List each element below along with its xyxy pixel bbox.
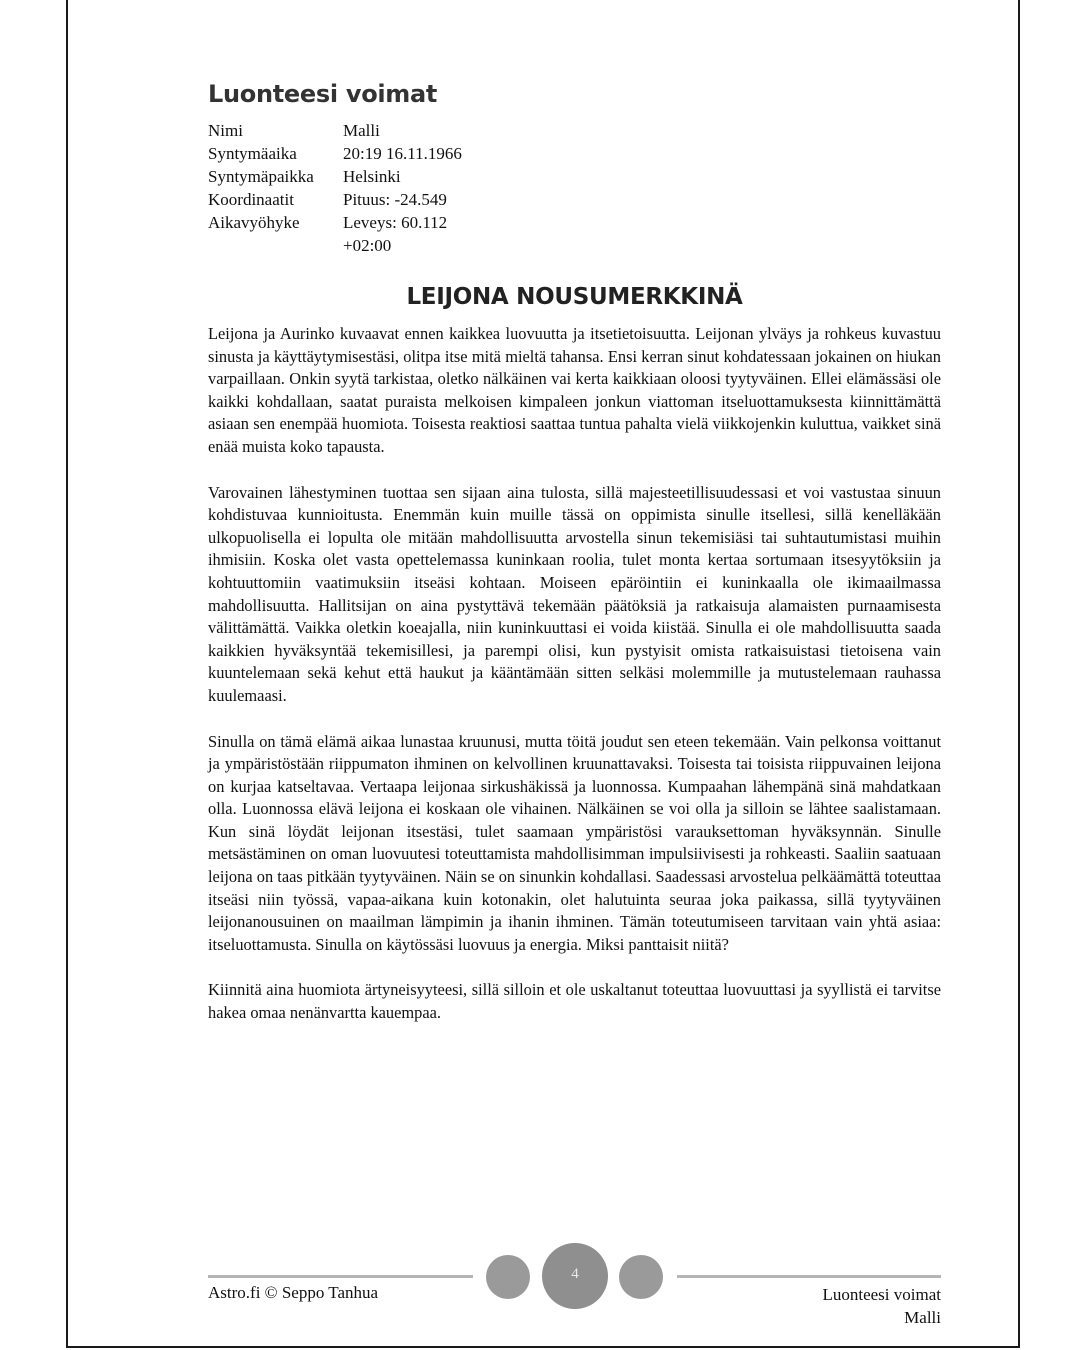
footer-copyright: Astro.fi © Seppo Tanhua bbox=[208, 1283, 379, 1302]
info-value: Pituus: -24.549 bbox=[343, 190, 447, 209]
info-row-name bbox=[208, 119, 462, 142]
footer-circle-right bbox=[619, 1255, 663, 1299]
info-value: Leveys: 60.112 bbox=[343, 213, 448, 232]
info-value: +02:00 bbox=[343, 236, 392, 255]
info-label: Syntymäpaikka bbox=[208, 167, 314, 186]
info-label: Syntymäaika bbox=[208, 144, 297, 163]
info-value: 20:19 16.11.1966 bbox=[343, 144, 462, 163]
info-row-offset bbox=[208, 234, 462, 257]
info-value: Malli bbox=[343, 121, 380, 140]
info-row-birthplace bbox=[208, 165, 462, 188]
page-number: 4 bbox=[571, 1266, 579, 1282]
footer-circle-left bbox=[486, 1255, 530, 1299]
paragraph: Leijona ja Aurinko kuvaavat ennen kaikkea luovuutta ja itsetietoisuutta. Leijonan ylväys ja rohkeus kuvastuu sinusta ja käyttäytymisestäsi, olitpa itse mitä mieltä tahansa. Ensi kerran sinut kohdatessaan jokainen on hiukan varpaillaan. Onkin syytä tarkistaa, oletko nälkäinen vai kerta kaikkiaan oloosi tyytyväinen. Ellei elämässäsi ole kaikki kohdallaan, saatat puraista melkoisen kimpaleen jonkun viattoman itseluottamuksesta kiinnittämättä asiaan sen enempää huomiota. Toisesta reaktiosi saattaa tuntua pahalta vielä viikkojenkin kuluttua, vaikket sinä enää muista koko tapausta. bbox=[208, 324, 941, 456]
paragraph: Sinulla on tämä elämä aikaa lunastaa kruunusi, mutta töitä joudut sen eteen tekemään. Vain pelkonsa voittanut ja ympäristöstään riippumaton ihminen on kelvollinen kruunattavaksi. Toisesta tai toisista riippuvainen leijona on kurjaa katseltavaa. Vertaapa leijonaa sirkushäkissä ja luonnossa. Kumpaahan lähempänä sinä mahdatkaan olla. Luonnossa elävä leijona ei koskaan ole vihainen. Nälkäinen se voi olla ja silloin se lähtee saalistamaan. Kun sinä löydät leijonan itsestäsi, tulet saamaan ympäristösi varauksettoman hyväksynnän. Sinulle metsästäminen on oman luovuutesi toteuttamista mahdollisimman impulsiivisesti ja rohkeasti. Saaliin saatuaan leijona on taas pitkään tyytyväinen. Näin se on sinunkin kohdallasi. Saadessasi arvostelua pelkäämättä toteuttaa itseäsi niin työssä, vapaa-aikana kuin kotonakin, olet halutuinta seuraa joka paikassa, sillä tyytyväinen leijonanousuinen on maailman lämpimin ja ihanin ihminen. Tämän toteutumiseen tarvitaan vain yhtä asiaa: itseluottamusta. Sinulla on käytössäsi luovuus ja energia. Miksi panttaisit niitä? bbox=[208, 731, 941, 954]
info-label: Koordinaatit bbox=[208, 190, 294, 209]
footer-doc-title: Luonteesi voimat bbox=[822, 1285, 941, 1304]
info-row-coordinates bbox=[208, 188, 462, 211]
paragraph: Varovainen lähestyminen tuottaa sen sijaan aina tulosta, sillä majesteetillisuudessasi et voi vastustaa sinuun kohdistuvaa kunnioitusta. Enemmän kuin muille tässä on oppimista sinulle itsellesi, sillä kenelläkään ulkopuolisella ei lopulta ole mitään mahdollisuutta arvostella sinun tekemisiäsi tai suhtautumistasi muihin ihmisiin. Koska olet vasta opettelemassa kuninkaan roolia, tulet monta kertaa sortumaan itsesyytöksiin ja kohtuuttomiin vaatimuksiin itseäsi kohtaan. Moiseen epäröintiin ei kuninkaalla ole ikimaailmassa mahdollisuutta. Hallitsijan on aina pystyttävä tekemään päätöksiä ja ratkaisuja alamaisten purnaamisesta välittämättä. Vaikka oletkin koeajalla, niin kuninkuuttasi ei voida kiistää. Sinulla ei ole mahdollisuutta saada kaikkien hyväksyntää tekemisillesi, ja parempi olisi, kun pystyisit omista ratkaisuistasi tietoisena vain kuuntelemaan sekä kehut että haukut ja kääntämään sitten selkäsi molemmille ja mutustelemaan rauhassa kuulemaasi. bbox=[208, 482, 941, 705]
info-value: Helsinki bbox=[343, 167, 401, 186]
footer-divider-right bbox=[677, 1275, 941, 1278]
body-text bbox=[208, 323, 941, 1048]
birth-info-table bbox=[208, 119, 462, 257]
info-label: Aikavyöhyke bbox=[208, 213, 300, 232]
footer-right bbox=[822, 1283, 941, 1329]
info-label: Nimi bbox=[208, 121, 243, 140]
page-title: Luonteesi voimat bbox=[208, 80, 438, 108]
paragraph: Kiinnitä aina huomiota ärtyneisyyteesi, sillä silloin et ole uskaltanut toteuttaa luovuuttasi ja syyllistä ei tarvitse hakea omaa nenänvartta kauempaa. bbox=[208, 980, 941, 1023]
footer-divider-left bbox=[208, 1275, 473, 1278]
info-label bbox=[208, 234, 343, 257]
section-heading: LEIJONA NOUSUMERKKINÄ bbox=[406, 284, 743, 310]
info-row-timezone bbox=[208, 211, 462, 234]
info-row-birthtime bbox=[208, 142, 462, 165]
footer-name: Malli bbox=[904, 1308, 941, 1327]
